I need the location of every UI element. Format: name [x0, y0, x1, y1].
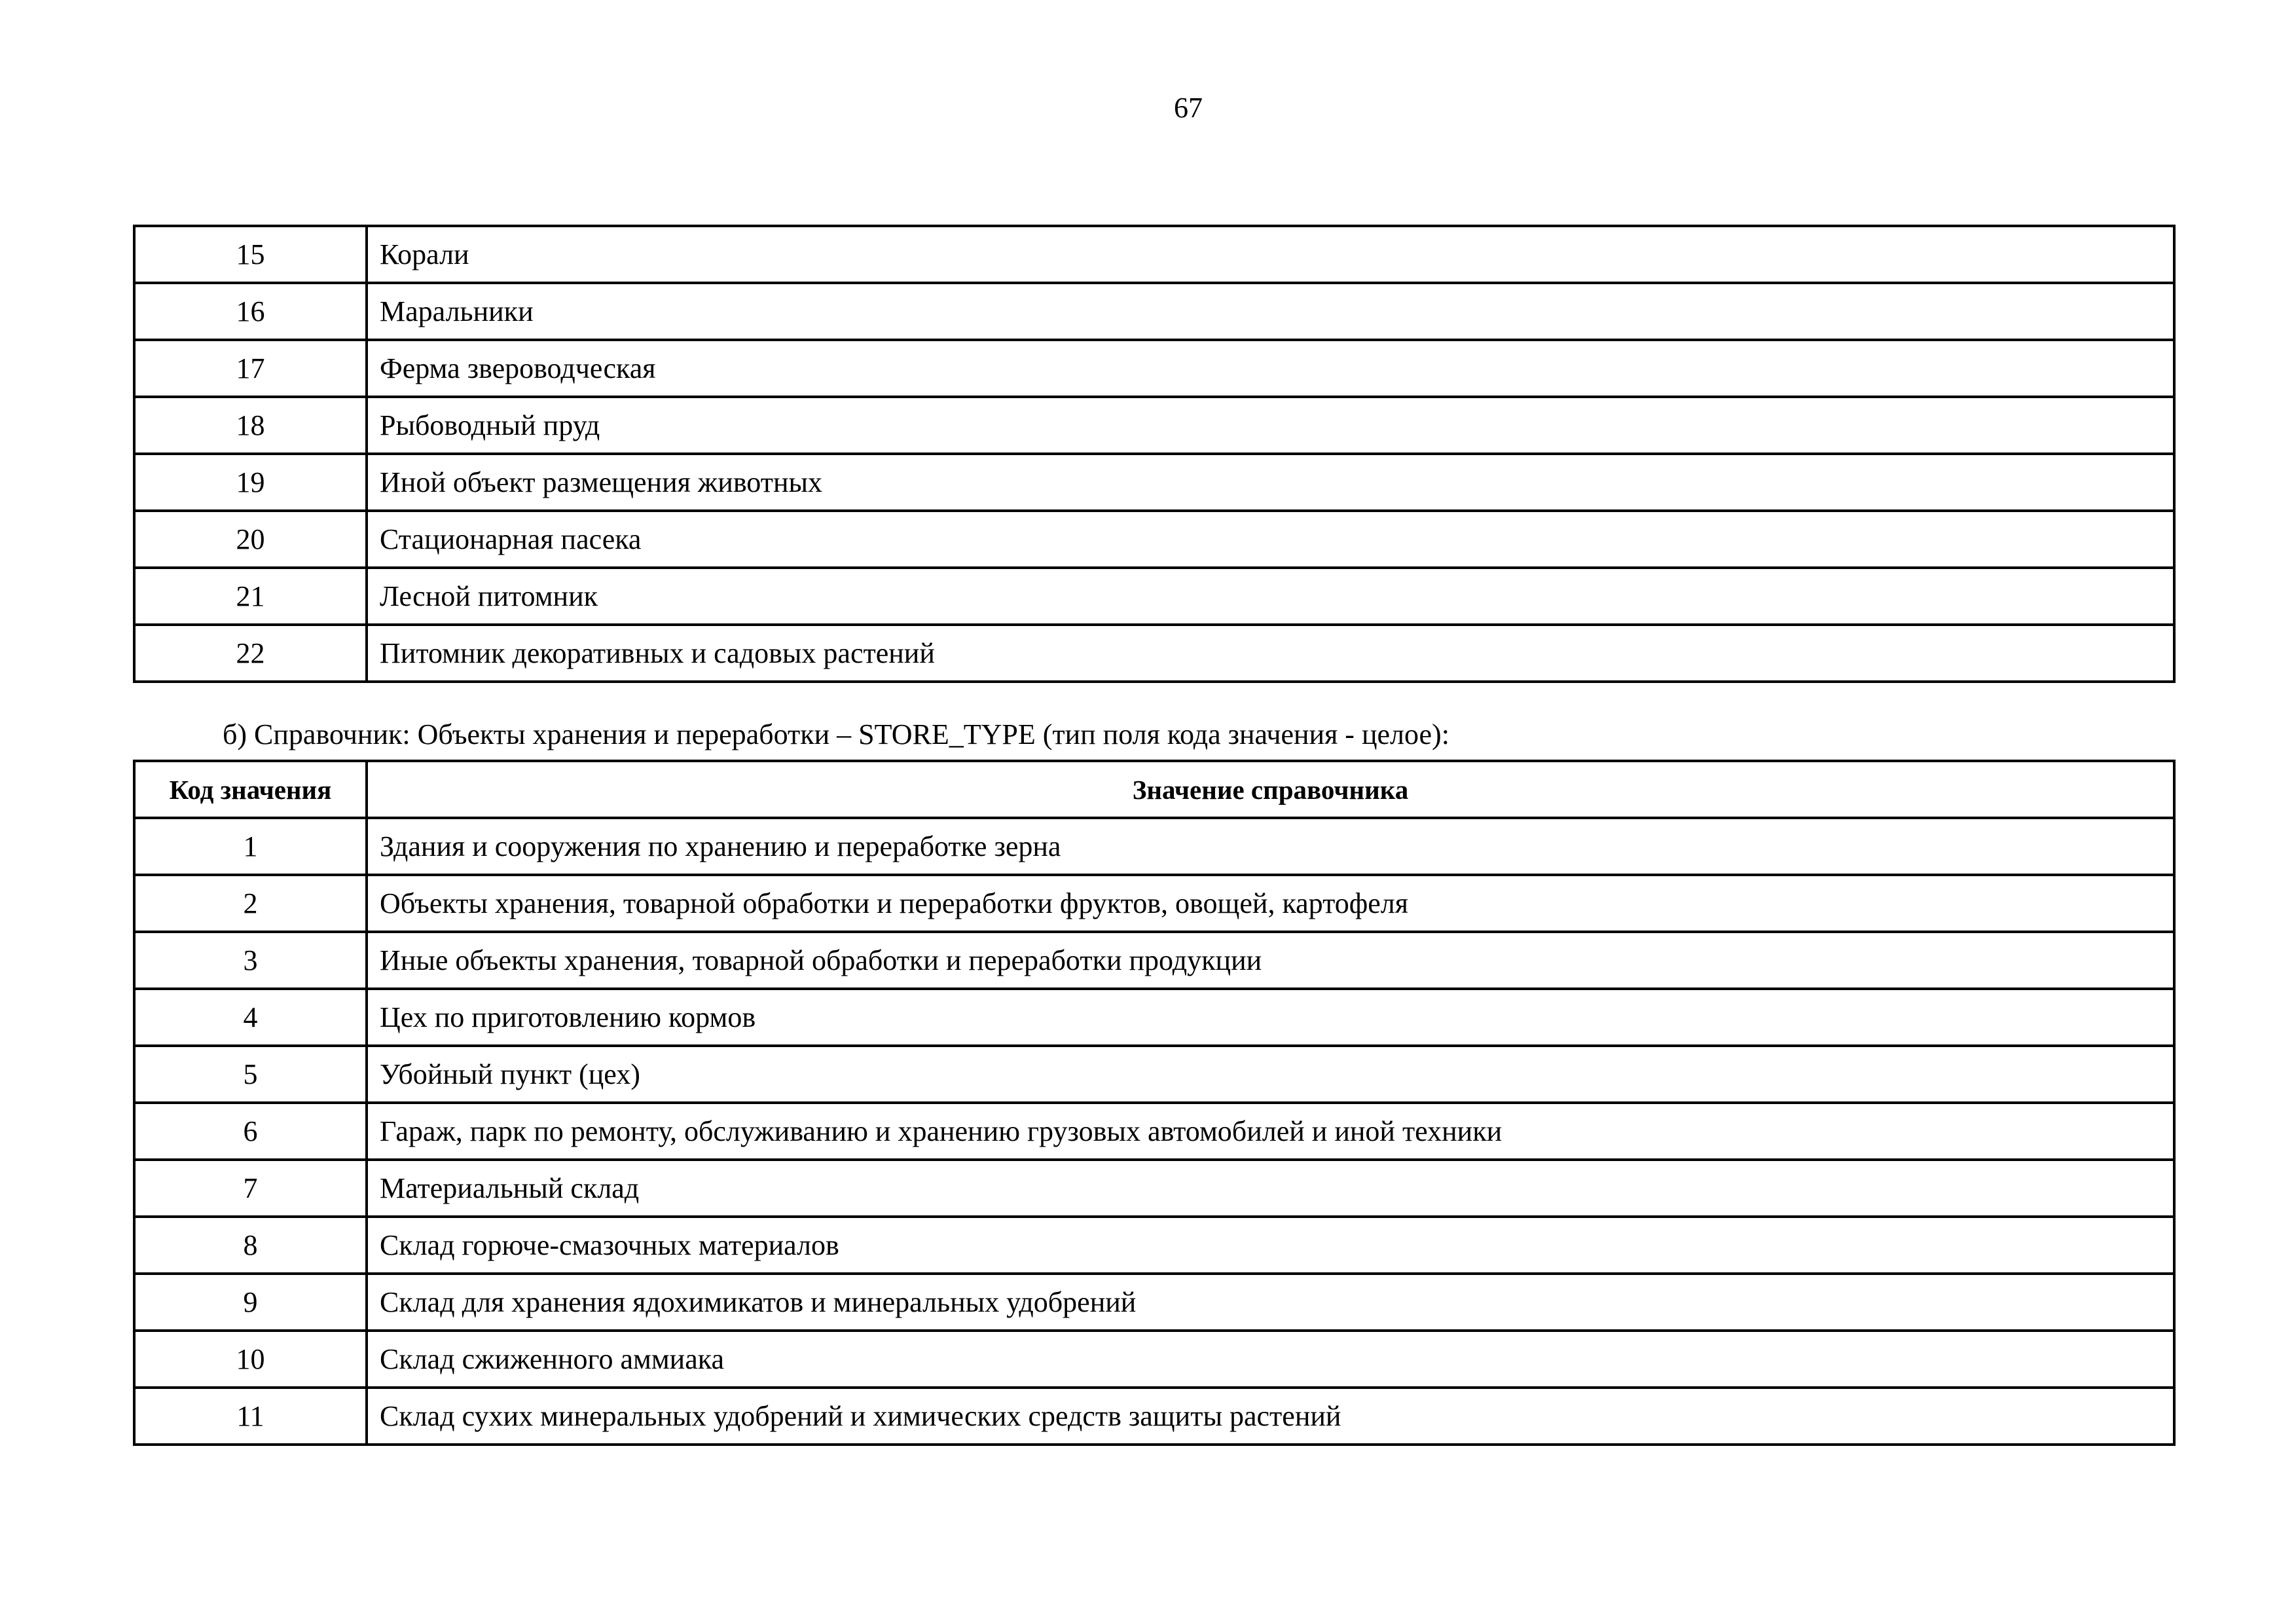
code-cell: 3 — [134, 932, 367, 989]
table-row — [134, 932, 2174, 989]
code-cell: 1 — [134, 818, 367, 875]
code-cell: 17 — [134, 340, 367, 397]
table-row — [134, 283, 2174, 340]
table-row — [134, 1160, 2174, 1217]
column-header-value: Значение справочника — [367, 761, 2174, 818]
value-cell: Рыбоводный пруд — [367, 397, 2174, 454]
value-cell: Объекты хранения, товарной обработки и переработки фруктов, овощей, картофеля — [367, 875, 2174, 932]
value-cell: Корали — [367, 226, 2174, 283]
table-row — [134, 1217, 2174, 1274]
section-b-caption: б) Справочник: Объекты хранения и переработки – STORE_TYPE (тип поля кода значения - целое): — [223, 718, 1449, 750]
table-row — [134, 1103, 2174, 1160]
value-cell: Иные объекты хранения, товарной обработки и переработки продукции — [367, 932, 2174, 989]
code-cell: 2 — [134, 875, 367, 932]
table-row — [134, 875, 2174, 932]
table-row — [134, 818, 2174, 875]
reference-table-continuation — [133, 225, 2176, 683]
value-cell: Убойный пункт (цех) — [367, 1046, 2174, 1103]
table-row — [134, 340, 2174, 397]
value-cell: Склад сжиженного аммиака — [367, 1331, 2174, 1388]
value-cell: Здания и сооружения по хранению и переработке зерна — [367, 818, 2174, 875]
value-cell: Гараж, парк по ремонту, обслуживанию и хранению грузовых автомобилей и иной техники — [367, 1103, 2174, 1160]
table-row — [134, 226, 2174, 283]
table-row — [134, 1046, 2174, 1103]
reference-table-store-type — [133, 760, 2176, 1446]
table-row — [134, 989, 2174, 1046]
code-cell: 10 — [134, 1331, 367, 1388]
value-cell: Питомник декоративных и садовых растений — [367, 625, 2174, 682]
code-cell: 6 — [134, 1103, 367, 1160]
code-cell: 21 — [134, 568, 367, 625]
code-cell: 4 — [134, 989, 367, 1046]
code-cell: 8 — [134, 1217, 367, 1274]
table-row — [134, 397, 2174, 454]
value-cell: Склад сухих минеральных удобрений и химических средств защиты растений — [367, 1388, 2174, 1445]
code-cell: 11 — [134, 1388, 367, 1445]
table-row — [134, 625, 2174, 682]
code-cell: 15 — [134, 226, 367, 283]
table-header-row — [134, 761, 2174, 818]
value-cell: Цех по приготовлению кормов — [367, 989, 2174, 1046]
table-row — [134, 568, 2174, 625]
value-cell: Склад для хранения ядохимикатов и минеральных удобрений — [367, 1274, 2174, 1331]
code-cell: 19 — [134, 454, 367, 511]
table-row — [134, 1274, 2174, 1331]
table-row — [134, 454, 2174, 511]
code-cell: 7 — [134, 1160, 367, 1217]
code-cell: 16 — [134, 283, 367, 340]
table-row — [134, 1331, 2174, 1388]
column-header-code: Код значения — [134, 761, 367, 818]
page-number: 67 — [1174, 92, 1203, 124]
code-cell: 5 — [134, 1046, 367, 1103]
table-row — [134, 511, 2174, 568]
code-cell: 22 — [134, 625, 367, 682]
value-cell: Стационарная пасека — [367, 511, 2174, 568]
value-cell: Материальный склад — [367, 1160, 2174, 1217]
code-cell: 9 — [134, 1274, 367, 1331]
value-cell: Маральники — [367, 283, 2174, 340]
value-cell: Ферма звероводческая — [367, 340, 2174, 397]
value-cell: Склад горюче-смазочных материалов — [367, 1217, 2174, 1274]
table-row — [134, 1388, 2174, 1445]
value-cell: Лесной питомник — [367, 568, 2174, 625]
value-cell: Иной объект размещения животных — [367, 454, 2174, 511]
code-cell: 20 — [134, 511, 367, 568]
code-cell: 18 — [134, 397, 367, 454]
